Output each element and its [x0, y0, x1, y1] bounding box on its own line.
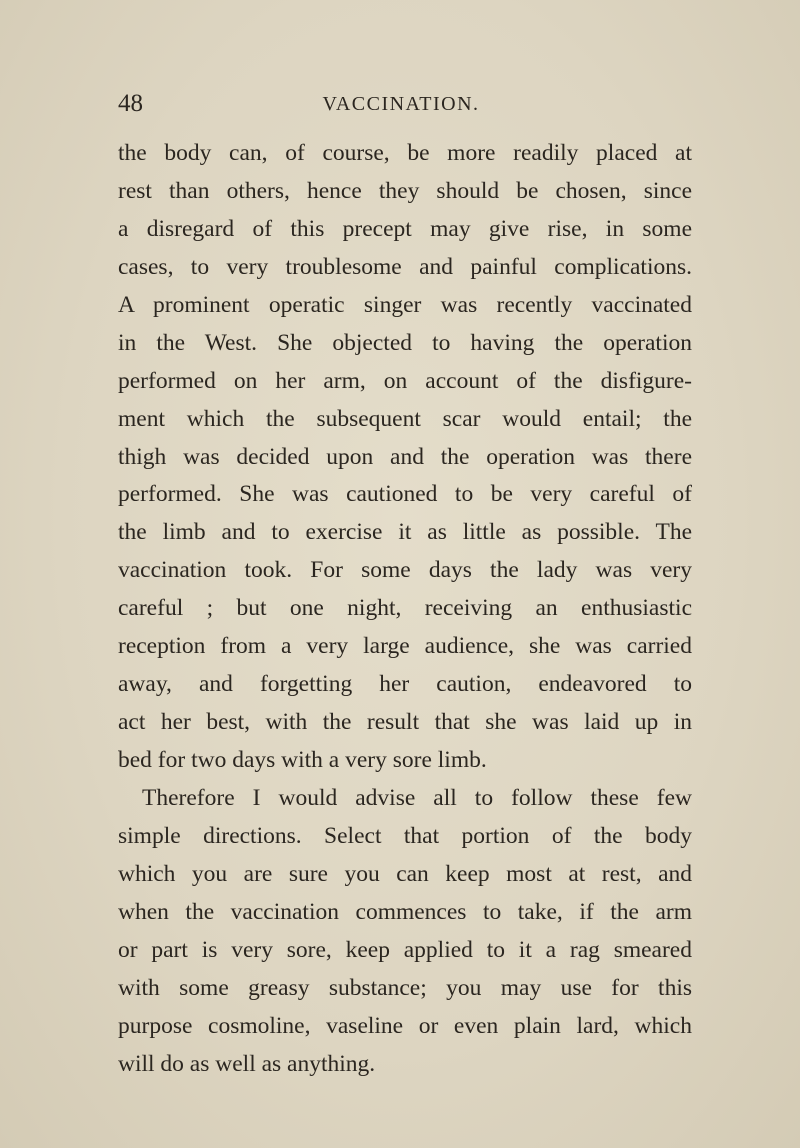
text-line: A prominent operatic singer was recently vaccinated [118, 291, 692, 318]
text-line: simple directions. Select that portion of the body [118, 822, 692, 849]
text-line: when the vaccination commences to take, if the arm [118, 898, 692, 925]
text-line: which you are sure you can keep most at rest, and [118, 860, 692, 887]
text-line: rest than others, hence they should be chosen, since [118, 177, 692, 204]
text-line: or part is very sore, keep applied to it a rag smeared [118, 936, 692, 963]
text-line: with some greasy substance; you may use for this [118, 974, 692, 1001]
text-line: away, and forgetting her caution, endeavored to [118, 671, 692, 698]
running-head: VACCINATION. [322, 93, 480, 115]
text-line: bed for two days with a very sore limb. [118, 747, 487, 773]
text-line: the limb and to exercise it as little as possible. The [118, 519, 692, 546]
text-line: will do as well as anything. [118, 1050, 376, 1077]
text-line: vaccination took. For some days the lady was very [118, 557, 692, 584]
page-header [118, 88, 684, 120]
text-line: careful ; but one night, receiving an enthusiastic [118, 595, 692, 622]
text-line: purpose cosmoline, vaseline or even plain lard, which [118, 1012, 692, 1039]
text-line: in the West. She objected to having the operation [118, 329, 692, 356]
text-line: ment which the subsequent scar would entail; the [118, 405, 692, 432]
text-line: performed. She was cautioned to be very careful of [118, 481, 692, 508]
text-line: thigh was decided upon and the operation was there [118, 443, 692, 470]
text-line: reception from a very large audience, she was carried [118, 633, 692, 660]
body-text [118, 135, 692, 1083]
text-line: performed on her arm, on account of the disfigure- [118, 367, 692, 394]
page-number: 48 [118, 90, 143, 117]
text-line: a disregard of this precept may give rise, in some [118, 215, 692, 242]
text-line: the body can, of course, be more readily placed at [118, 140, 692, 166]
text-line: cases, to very troublesome and painful complications. [118, 253, 692, 280]
text-line: Therefore I would advise all to follow these few [142, 784, 692, 811]
text-line: act her best, with the result that she was laid up in [118, 709, 692, 736]
